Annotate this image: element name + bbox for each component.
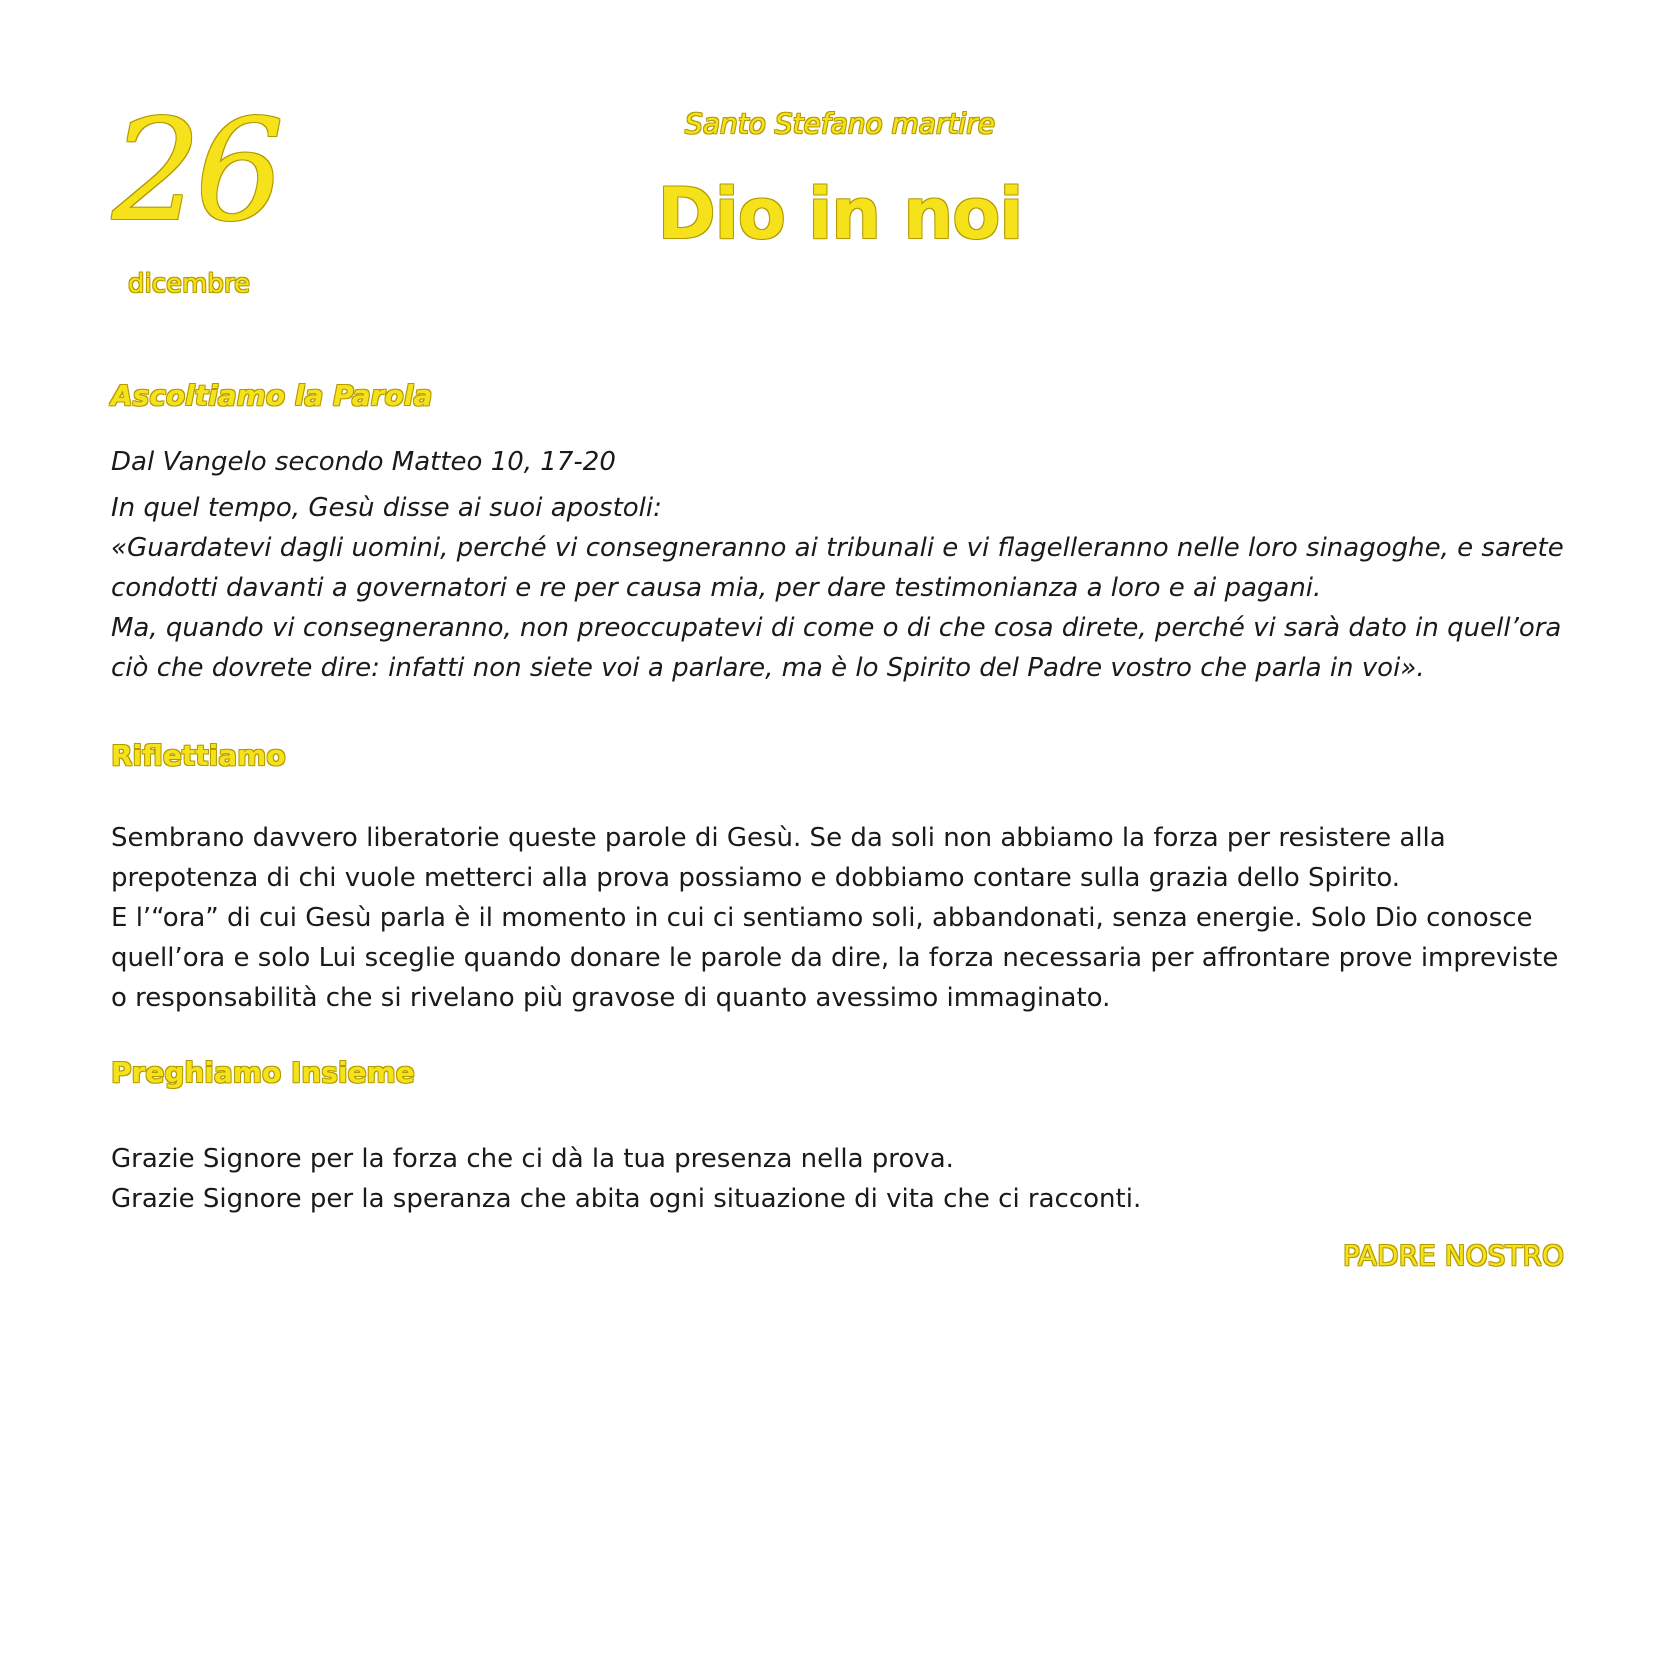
section-heading-reflect: Riflettiamo <box>111 739 286 772</box>
section-reflect <box>111 738 1566 1018</box>
section-pray <box>111 1055 1566 1219</box>
prayer-line: Grazie Signore per la speranza che abita ogni situazione di vita che ci racconti. <box>111 1184 1142 1214</box>
prayer-line: Grazie Signore per la forza che ci dà la tua presenza nella prova. <box>111 1144 954 1174</box>
gospel-line: «Guardatevi dagli uomini, perché vi consegneranno ai tribunali e vi flagelleranno nelle loro sinagoghe, e sarete condotti davanti a governatori e re per causa mia, per dare testimonianza a loro e ai pagani. <box>111 533 1564 603</box>
reflection-paragraph: E l’“ora” di cui Gesù parla è il momento in cui ci sentiamo soli, abbandonati, senza energie. Solo Dio conosce quell’ora e solo Lui sceglie quando donare le parole da dire, la forza necessaria per affrontare prove impreviste o responsabilità che si rivelano più gravose di quanto avessimo immaginato. <box>111 903 1559 1013</box>
page-title: Dio in noi <box>657 173 1023 255</box>
gospel-line: Ma, quando vi consegneranno, non preoccupatevi di come o di che cosa direte, perché vi sarà dato in quell’ora ciò che dovrete dire: infatti non siete voi a parlare, ma è lo Spirito del Padre vostro che parla in voi». <box>111 613 1562 683</box>
section-listen <box>111 378 1566 688</box>
closing-prayer: PADRE NOSTRO <box>1342 1239 1564 1272</box>
saint-of-day: Santo Stefano martire <box>685 107 995 140</box>
gospel-line: In quel tempo, Gesù disse ai suoi apostoli: <box>111 493 662 523</box>
reflection-paragraph: Sembrano davvero liberatorie queste parole di Gesù. Se da soli non abbiamo la forza per resistere alla prepotenza di chi vuole metterci alla prova possiamo e dobbiamo contare sulla grazia dello Spirito. <box>111 823 1446 893</box>
section-heading-listen: Ascoltiamo la Parola <box>111 379 433 412</box>
date-month: dicembre <box>128 269 250 299</box>
gospel-reference: Dal Vangelo secondo Matteo 10, 17-20 <box>111 447 616 477</box>
date-day: 26 <box>112 90 279 253</box>
section-heading-pray: Preghiamo Insieme <box>111 1056 415 1089</box>
